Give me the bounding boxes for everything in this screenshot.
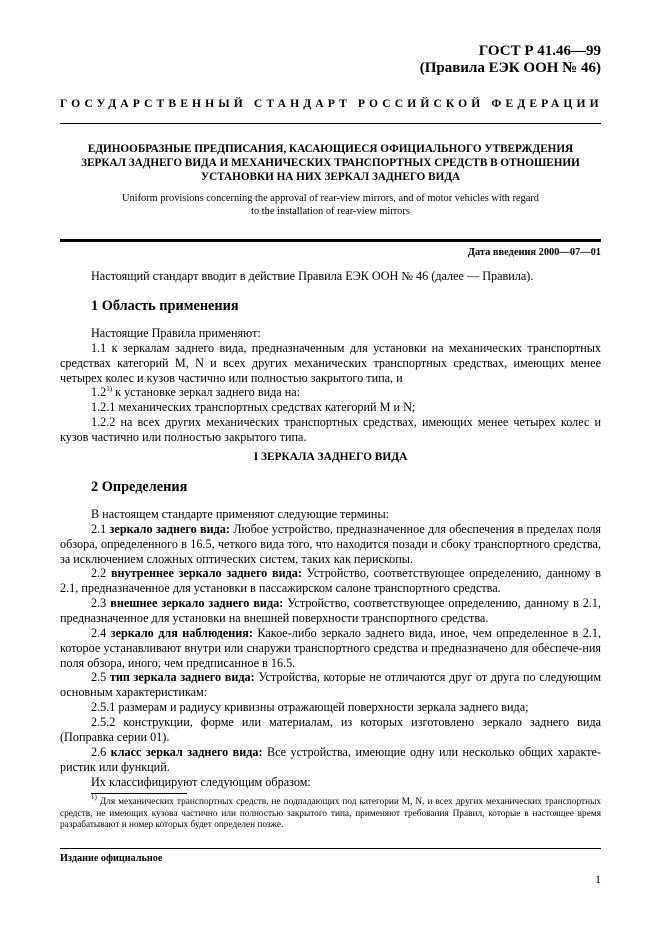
definition-text: Любое устройство, предназначенное для обеспечения в пределах поля обзора, определенного в 16.5, четкого вида того, что находится позади и сбоку транспортного средства, за исключением сложных оптических систем, таких как перископы. xyxy=(60,522,602,566)
clause-number: 2.3 xyxy=(91,596,107,610)
footnote-mark: 1) xyxy=(91,793,97,801)
paragraph: 1.1 к зеркалам заднего вида, предназначенным для установки на механических транспортных средствах категорий M, N и всех других механических транспортных средствах, имеющих менее четырех колес и кузов частично или полностью закрытого типа, и xyxy=(60,341,601,385)
intro-paragraph: Настоящий стандарт вводит в действие Правила ЕЭК ООН № 46 (далее — Правила). xyxy=(91,269,534,283)
term: внутреннее зеркало заднего вида: xyxy=(110,566,302,580)
definition xyxy=(60,670,601,700)
footnote-divider xyxy=(91,793,187,794)
english-title-line: to the installation of rear-view mirrors xyxy=(251,205,410,217)
definition-text: Устройство, соответствующее определению, данному в 2.1, предназначенное для установки на внешней поверхности транспортного средства. xyxy=(60,596,601,625)
paragraph: Настоящие Правила применяют: xyxy=(91,326,261,340)
definition-text: Устройство, соответствующее определению, данному в 2.1, предназначенное для установки в пассажирском салоне транспортного средства. xyxy=(60,566,602,595)
title-line: ЕДИНООБРАЗНЫЕ ПРЕДПИСАНИЯ, КАСАЮЩИЕСЯ ОФИЦИАЛЬНОГО УТВЕРЖДЕНИЯ xyxy=(87,143,574,155)
clause-number: 2.2 xyxy=(91,566,107,580)
paragraph: 2.5.2 конструкции, форме или материалам, из которых изготовлено зеркало заднего вида (Поправка серии 01). xyxy=(60,715,601,744)
term: внешнее зеркало заднего вида: xyxy=(110,596,284,610)
paragraph: 1.2.2 на всех других механических транспортных средствах, имеющих менее четырех колес и кузов частично или полностью закрытого типа. xyxy=(60,415,601,444)
paragraph: В настоящем стандарте применяют следующие термины: xyxy=(91,507,390,521)
term: зеркало для наблюдения: xyxy=(110,626,253,640)
gost-number: ГОСТ Р 41.46—99 xyxy=(478,43,601,59)
section-heading: 1 Область применения xyxy=(91,298,239,314)
edition-divider xyxy=(60,848,601,849)
standard-line: ГОСУДАРСТВЕННЫЙ СТАНДАРТ РОССИЙСКОЙ ФЕДЕРАЦИИ xyxy=(60,97,603,110)
term: тип зеркала заднего вида: xyxy=(109,670,255,684)
part-title: I ЗЕРКАЛА ЗАДНЕГО ВИДА xyxy=(253,451,408,463)
section-heading: 2 Определения xyxy=(91,479,188,495)
clause-number: 1.2 xyxy=(91,385,107,399)
introduction-date: Дата введения 2000—07—01 xyxy=(467,247,601,258)
title-line: УСТАНОВКИ НА НИХ ЗЕРКАЛ ЗАДНЕГО ВИДА xyxy=(200,171,461,183)
document-title xyxy=(60,142,601,184)
definition-text: Устройства, которые не отличаются друг от друга по следующим основным характеристикам: xyxy=(60,670,602,699)
clause-number: 2.6 xyxy=(91,745,107,759)
paragraph xyxy=(60,385,601,400)
clause-text: к установке зеркал заднего вида на: xyxy=(115,385,301,399)
definition xyxy=(60,522,601,566)
divider xyxy=(60,123,601,124)
footnote xyxy=(60,793,601,832)
english-title xyxy=(80,193,581,218)
definition xyxy=(60,566,601,596)
document-designation xyxy=(420,43,601,77)
clause-number: 2.5 xyxy=(91,670,107,684)
definition xyxy=(60,596,601,626)
definition xyxy=(60,745,601,775)
definition xyxy=(60,626,601,670)
footnote-text: Для механических транспортных средств, не подпадающих под категории M, N, и всех других механических транспортных средств, не имеющих кузова частично или полностью закрытого типа, применяют требования Правил, которые в настоящее время разрабатывают и номер которых будет определен позже. xyxy=(60,797,601,830)
paragraph: Их классифицируют следующим образом: xyxy=(60,775,601,790)
regulation-number: (Правила ЕЭК ООН № 46) xyxy=(419,60,601,76)
term: класс зеркал заднего вида: xyxy=(110,745,263,759)
title-line: ЗЕРКАЛ ЗАДНЕГО ВИДА И МЕХАНИЧЕСКИХ ТРАНСПОРТНЫХ СРЕДСТВ В ОТНОШЕНИИ xyxy=(81,157,580,169)
page-number: 1 xyxy=(595,872,601,886)
definition-text: Все устройства, имеющие одну или несколько общих характе-ристик или функций. xyxy=(60,745,601,774)
english-title-line: Uniform provisions concerning the approval of rear-view mirrors, and of motor vehicles with regard xyxy=(121,193,540,204)
edition-label: Издание официальное xyxy=(60,853,163,864)
clause-number: 2.1 xyxy=(91,522,107,536)
term: зеркало заднего вида: xyxy=(109,522,230,536)
definition-text: Какое-либо зеркало заднего вида, иное, чем определенное в 2.1, которое устанавливают внутри или снаружи транспортного средства и предназначено для обеспече-ния поля обзора, иного, чем предписанное в 16.5. xyxy=(60,626,601,670)
paragraph: 1.2.1 механических транспортных средствах категорий M и N; xyxy=(91,400,416,414)
thick-divider xyxy=(60,239,601,242)
paragraph: 2.5.1 размерам и радиусу кривизны отражающей поверхности зеркала заднего вида; xyxy=(91,700,529,714)
footnote-ref: 1) xyxy=(106,385,113,393)
clause-number: 2.4 xyxy=(91,626,107,640)
